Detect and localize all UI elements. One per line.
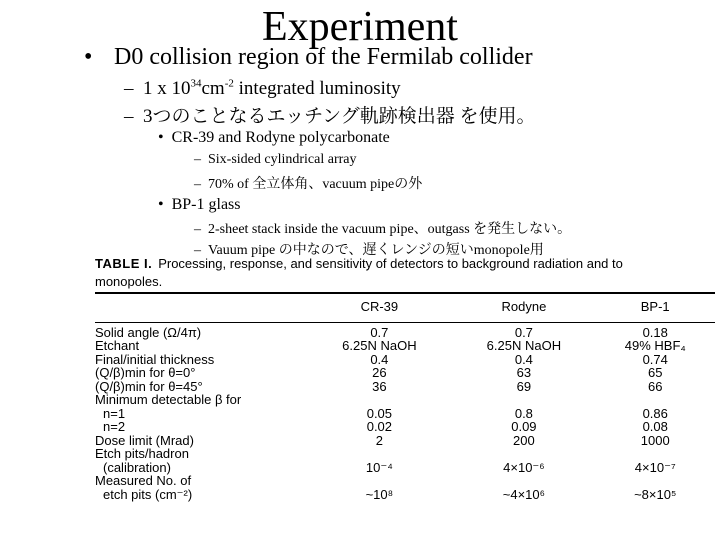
bullet-three-detectors [124,101,536,128]
table-cell: 0.7 [370,324,389,340]
bullet-text: CR-39 and Rodyne polycarbonate [171,129,390,146]
row-label: Measured No. of [95,473,192,488]
luminosity-unit-exponent: -2 [224,77,234,90]
bullet-text: Vauum pipe の中なので、遅くレンジの短いmonopole用 [208,243,544,258]
row-label: (calibration) [103,459,171,475]
table-cell [452,447,595,461]
bullet-collision-region [86,44,533,71]
table-cell [595,393,715,407]
table-cell: 6.25N NaOH [342,338,417,353]
table-cell: 0.09 [511,419,537,434]
table-cell: ~4×10⁶ [502,486,545,502]
table-cell: 26 [372,365,387,380]
table-body [95,322,715,502]
slide-title: Experiment [262,4,458,50]
detector-table-figure [95,256,715,501]
table-cell [306,474,452,488]
table-caption [95,256,715,292]
row-label: Solid angle (Ω/4π) [95,324,202,340]
row-label: etch pits (cm⁻²) [103,486,193,502]
bullet-text: D0 collision region of the Fermilab collider [114,44,533,70]
table-cell: 2 [375,432,383,448]
table-cell: 63 [516,365,532,380]
column-header: BP-1 [640,299,670,314]
table-row [95,420,715,434]
table-cell: 0.4 [370,351,389,367]
table-cell: 4×10⁻⁶ [503,459,545,475]
table-cell: 0.7 [514,324,533,340]
table-cell: 66 [647,378,663,394]
table-cell: 0.02 [366,419,393,434]
bullet-dash: – [194,243,201,258]
bullet-dash: – [124,78,134,99]
table-row [95,447,715,461]
bullet-sheet-stack [194,218,571,238]
header-blank [95,294,306,322]
bullet-text: 2-sheet stack inside the vacuum pipe、outgass を発生しない。 [208,222,572,237]
table-row [95,434,715,448]
table-cell: 0.4 [514,351,533,367]
row-label: Etchant [95,338,140,353]
table-row [95,353,715,367]
table-cell [452,393,595,407]
table-cell: 0.86 [642,405,668,421]
table-cell: 69 [516,378,532,394]
table-cell: 6.25N NaOH [486,338,562,353]
bullet-luminosity [124,78,401,100]
table-cell: ~8×10⁵ [634,486,677,502]
table-cell: 0.05 [366,405,393,421]
table-row [95,474,715,488]
table-cell: ~10⁸ [365,486,394,502]
table-cell: 0.8 [514,405,533,421]
table-row [95,366,715,380]
row-label: Dose limit (Mrad) [95,432,194,448]
table-cell [452,474,595,488]
table-cell: 65 [647,365,663,380]
row-label: (Q/β)min for θ=45° [95,378,203,394]
table-cell: 0.08 [642,419,668,434]
bullet-dash: – [194,152,201,167]
bullet-cylindrical-array [194,152,357,168]
row-label: Final/initial thickness [95,351,215,367]
table-cell [306,393,452,407]
table-row [95,488,715,502]
luminosity-unit: cm [201,78,225,99]
bullet-dash: – [194,177,201,192]
table-cell: 1000 [640,432,670,448]
table-row [95,393,715,407]
bullet-text: 3つのことなるエッチング軌跡検出器 を使用。 [143,106,536,127]
luminosity-exponent: 34 [190,77,202,90]
bullet-text: BP-1 glass [171,196,241,213]
table-row [95,461,715,475]
bullet-dot: • [158,196,164,213]
table-row [95,380,715,394]
luminosity-suffix: integrated luminosity [233,78,401,99]
bullet-solid-angle [194,173,422,193]
luminosity-prefix: 1 x 10 [143,78,191,99]
table-cell: 10⁻⁴ [365,459,393,475]
column-header: CR-39 [360,299,399,314]
table-caption-line1: Processing, response, and sensitivity of detectors to background radiation and to [158,256,623,271]
table-row [95,326,715,340]
bullet-dash: – [124,106,134,127]
table-cell: 36 [372,378,387,394]
column-header: Rodyne [501,299,547,314]
table-cell: 0.18 [642,324,668,340]
table-row [95,339,715,353]
table-cell: 4×10⁻⁷ [634,459,676,475]
row-label: n=2 [103,419,126,434]
bullet-dot: • [84,44,93,70]
bullet-cr39-rodyne [158,129,390,147]
detector-table [95,294,715,501]
table-cell [595,447,715,461]
row-label: Etch pits/hadron [95,446,189,461]
bullet-bp1-glass [158,196,241,214]
bullet-dash: – [194,222,201,237]
table-cell: 0.74 [642,351,668,367]
table-cell: 200 [513,432,535,448]
table-cell [595,474,715,488]
bullet-dot: • [158,129,164,146]
table-caption-line2: monopoles. [95,274,163,289]
row-label: n=1 [103,405,126,421]
table-cell: 49% HBF₄ [624,338,686,353]
table-caption-tag: TABLE I. [95,256,153,271]
table-header-row [95,294,715,322]
table-cell [306,447,452,461]
bullet-text: 70% of 全立体角、vacuum pipeの外 [208,177,423,192]
table-row [95,407,715,421]
row-label: (Q/β)min for θ=0° [95,365,196,380]
bullet-text: Six-sided cylindrical array [208,152,357,167]
row-label: Minimum detectable β for [95,392,242,407]
table-header-rule [95,322,715,323]
